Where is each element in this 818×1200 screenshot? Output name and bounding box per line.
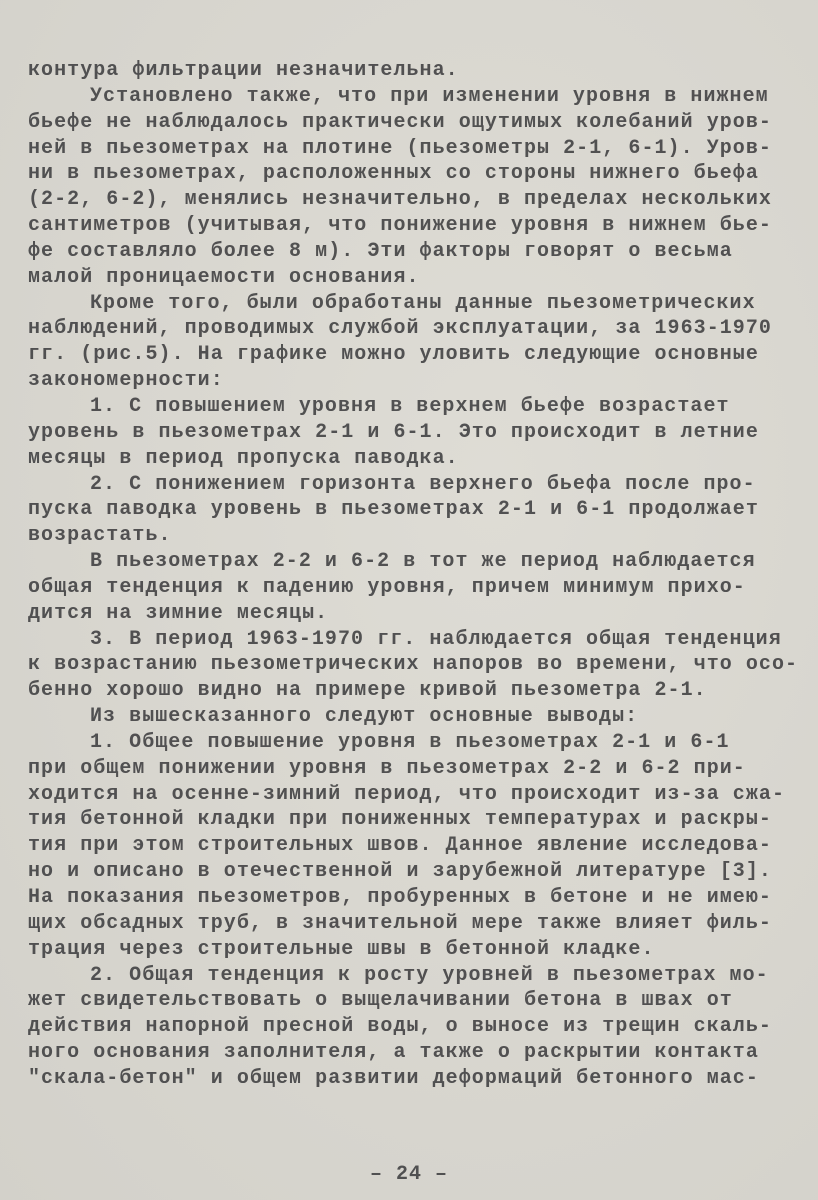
text-line: В пьезометрах 2-2 и 6-2 в тот же период наблюдается [90, 550, 756, 574]
text-line: закономерности: [28, 369, 224, 393]
text-line: гг. (рис.5). На графике можно уловить следующие основные [28, 343, 759, 367]
text-line: Кроме того, были обработаны данные пьезометрических [90, 291, 756, 315]
text-line: возрастать. [28, 524, 172, 548]
text-line: уровень в пьезометрах 2-1 и 6-1. Это происходит в летние [28, 420, 759, 444]
text-line: 1. Общее повышение уровня в пьезометрах 2-1 и 6-1 [90, 730, 730, 754]
text-line: 3. В период 1963-1970 гг. наблюдается общая тенденция [90, 627, 782, 651]
text-line: 2. Общая тенденция к росту уровней в пьезометрах мо- [90, 963, 769, 987]
text-line: при общем понижении уровня в пьезометрах 2-2 и 6-2 при- [28, 756, 746, 780]
text-line: пуска паводка уровень в пьезометрах 2-1 и 6-1 продолжает [28, 498, 759, 522]
text-line: к возрастанию пьезометрических напоров во времени, что осо- [28, 653, 799, 677]
text-line: (2-2, 6-2), менялись незначительно, в пределах нескольких [28, 188, 772, 212]
body-text [28, 58, 808, 1092]
text-line: фе составляло более 8 м). Эти факторы говорят о весьма [28, 239, 733, 263]
text-line: ней в пьезометрах на плотине (пьезометры 2-1, 6-1). Уров- [28, 136, 772, 160]
text-line: ни в пьезометрах, расположенных со стороны нижнего бьефа [28, 162, 759, 186]
text-line: малой проницаемости основания. [28, 265, 420, 289]
text-line: Из вышесказанного следуют основные выводы: [90, 705, 639, 729]
text-line: бенно хорошо видно на примере кривой пьезометра 2-1. [28, 679, 707, 703]
text-line: бьефе не наблюдалось практически ощутимых колебаний уров- [28, 110, 772, 134]
text-line: месяцы в период пропуска паводка. [28, 446, 459, 470]
text-line: тия бетонной кладки при пониженных температурах и раскры- [28, 808, 772, 832]
text-line: наблюдений, проводимых службой эксплуатации, за 1963-1970 [28, 317, 772, 341]
text-line: тия при этом строительных швов. Данное явление исследова- [28, 834, 772, 858]
text-line: 2. С понижением горизонта верхнего бьефа после про- [90, 472, 756, 496]
text-line: щих обсадных труб, в значительной мере также влияет филь- [28, 911, 772, 935]
text-line: действия напорной пресной воды, о выносе из трещин скаль- [28, 1015, 772, 1039]
text-line: но и описано в отечественной и зарубежной литературе [3]. [28, 860, 772, 884]
text-line: сантиметров (учитывая, что понижение уровня в нижнем бье- [28, 214, 772, 238]
text-line: трация через строительные швы в бетонной кладке. [28, 937, 655, 961]
text-line: жет свидетельствовать о выщелачивании бетона в швах от [28, 989, 733, 1013]
text-line: На показания пьезометров, пробуренных в бетоне и не имею- [28, 886, 772, 909]
text-line: Установлено также, что при изменении уровня в нижнем [90, 84, 769, 108]
text-line: контура фильтрации незначительна. [28, 59, 459, 82]
text-line: общая тенденция к падению уровня, причем минимум прихо- [28, 575, 746, 599]
page-number: – 24 – [369, 1163, 448, 1186]
text-line: дится на зимние месяцы. [28, 601, 329, 625]
text-line: "скала-бетон" и общем развитии деформаций бетонного мас- [28, 1066, 759, 1090]
text-line: ходится на осенне-зимний период, что происходит из-за сжа- [28, 782, 786, 806]
text-line: 1. С повышением уровня в верхнем бьефе возрастает [90, 394, 730, 418]
text-line: ного основания заполнителя, а также о раскрытии контакта [28, 1041, 759, 1065]
